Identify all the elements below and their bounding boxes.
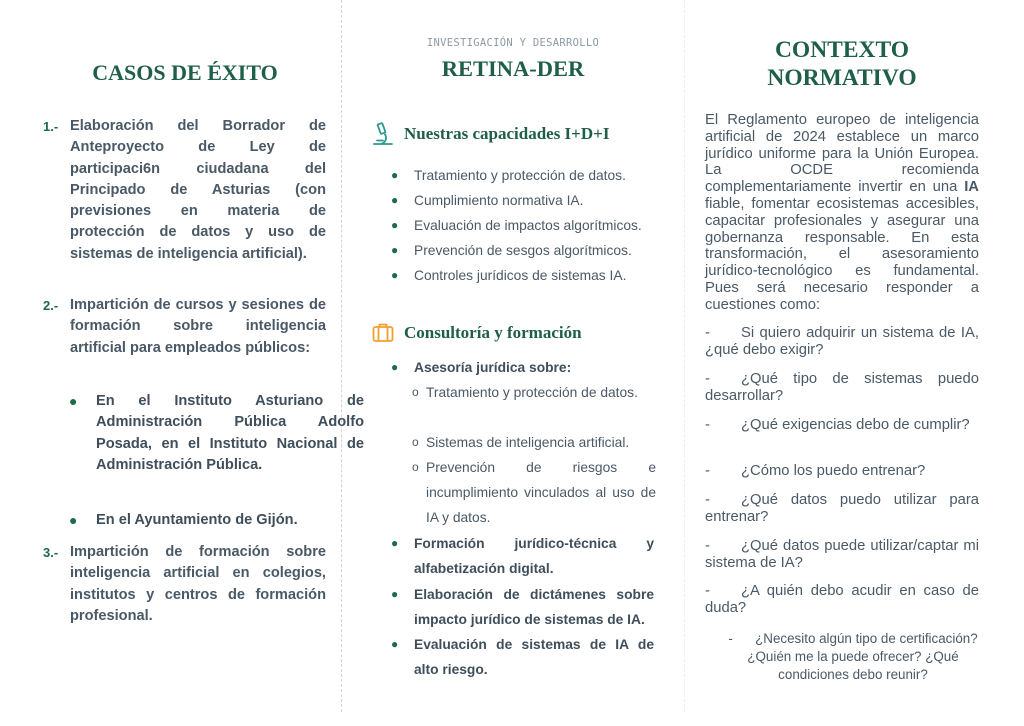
question-item [705, 583, 979, 617]
context-emphasis: IA [964, 179, 979, 196]
dash-bullet: - [705, 583, 710, 599]
question-text: ¿Cómo los puedo entrenar? [741, 463, 926, 479]
consulting-subitem [412, 380, 656, 405]
consulting-item [391, 632, 654, 682]
context-text: fiable, fomentar ecosistemas accesibles, capacitar profesionales y asegurar una gobernanza responsable. En esta transformación, el asesoramiento jurídico-tecnológico es fundamental. Pues será necesario responder a cuestiones como: [705, 195, 979, 313]
bullet-dot: ● [69, 512, 78, 528]
success-cases-panel [40, 0, 364, 726]
dash-bullet: - [705, 325, 710, 341]
capability-text: Tratamiento y protección de datos. [414, 168, 626, 183]
capability-item [391, 268, 627, 283]
case-number: 3.- [43, 545, 59, 560]
case-item [40, 542, 326, 627]
dash-bullet: - [705, 492, 710, 508]
context-text: El Reglamento europeo de inteligencia artificial de 2024 establece un marco jurídico uniforme para la Unión Europea. La OCDE recomienda complementariamente invertir en una [705, 112, 979, 196]
case-text: Impartición de cursos y sesiones de formación sobre inteligencia artificial para empleados públicos: [70, 297, 326, 356]
capability-text: Evaluación de impactos algorítmicos. [414, 218, 642, 233]
case-subitem-text: En el Instituto Asturiano de Administración Pública Adolfo Posada, en el Instituto Nacional de Administración Pública. [96, 393, 364, 473]
bullet-dot: ● [391, 268, 399, 282]
question-item [705, 371, 979, 405]
consulting-subitem-text: Prevención de riesgos e incumplimiento vinculados al uso de IA y datos. [426, 460, 656, 525]
success-cases-title: CASOS DE ÉXITO [92, 60, 278, 85]
case-subitem-text: En el Ayuntamiento de Gijón. [96, 512, 298, 528]
case-number: 2.- [43, 298, 59, 313]
question-item [705, 463, 979, 480]
retina-der-title: RETINA-DER [441, 56, 585, 81]
question-text: Si quiero adquirir un sistema de IA, ¿qué debo exigir? [705, 325, 979, 358]
bullet-dot: ● [391, 587, 399, 601]
question-text: ¿A quién debo acudir en caso de duda? [705, 583, 979, 616]
capabilities-heading-label: Nuestras capacidades I+D+I [404, 124, 610, 143]
briefcase-icon [372, 321, 394, 345]
circle-bullet: o [412, 385, 419, 399]
question-item [705, 325, 979, 359]
case-subitem [69, 391, 364, 476]
case-text: Elaboración del Borrador de Anteproyecto de Ley de participaci6n ciudadana del Principado de Asturias (con previsiones en materia de protección de datos y uso de sistemas de inteligencia artificial). [70, 118, 326, 262]
microscope-icon [372, 122, 394, 146]
consulting-item-text: Formación jurídico-técnica y alfabetización digital. [414, 536, 654, 576]
consulting-heading-label: Consultoría y formación [404, 323, 582, 342]
capabilities-heading [372, 120, 609, 148]
consulting-item-text: Evaluación de sistemas de IA de alto riesgo. [414, 637, 654, 677]
bullet-dot: ● [391, 218, 399, 232]
regulatory-context-panel [700, 0, 984, 726]
case-text: Impartición de formación sobre inteligencia artificial en colegios, institutos y centros de formación profesional. [70, 544, 326, 624]
capability-text: Controles jurídicos de sistemas IA. [414, 268, 627, 283]
capability-text: Cumplimiento normativa IA. [414, 193, 584, 208]
case-number: 1.- [43, 119, 59, 134]
question-text: ¿Qué datos puedo utilizar para entrenar? [705, 492, 979, 525]
capability-item [391, 218, 642, 233]
title-line-1: CONTEXTO [774, 37, 910, 63]
bullet-dot: ● [391, 637, 399, 651]
consulting-item [391, 531, 654, 581]
section-overline: INVESTIGACIÓN Y DESARROLLO [426, 37, 600, 49]
bullet-dot: ● [391, 360, 399, 374]
dash-bullet: - [705, 463, 710, 479]
capability-item [391, 243, 632, 258]
regulatory-context-title [700, 36, 984, 92]
consulting-subitem [412, 430, 656, 455]
question-item [705, 492, 979, 526]
dash-bullet: - [705, 538, 710, 554]
consulting-subitem-text: Tratamiento y protección de datos. [426, 385, 638, 400]
circle-bullet: o [412, 435, 419, 449]
question-text: ¿Qué exigencias debo de cumplir? [741, 417, 970, 433]
consulting-subitem-text: Sistemas de inteligencia artificial. [426, 435, 630, 450]
consulting-item [391, 582, 654, 632]
dash-bullet: - [705, 371, 710, 387]
consulting-item-text: Elaboración de dictámenes sobre impacto jurídico de sistemas de IA. [414, 587, 654, 627]
circle-bullet: o [412, 460, 419, 474]
bullet-dot: ● [391, 168, 399, 182]
question-item-last [720, 630, 986, 684]
capability-item [391, 168, 626, 183]
dash-bullet: - [705, 417, 710, 433]
consulting-lead: Asesoría jurídica sobre: [414, 360, 572, 375]
title-line-2: NORMATIVO [767, 65, 917, 91]
column-divider-right [684, 0, 685, 712]
dash-bullet: - [728, 631, 733, 646]
question-item [705, 417, 979, 434]
case-subitem [69, 510, 364, 531]
bullet-dot: ● [391, 193, 399, 207]
case-item [40, 116, 326, 265]
retina-der-panel [342, 0, 684, 726]
question-text: ¿Necesito algún tipo de certificación? ¿Quién me la puede ofrecer? ¿Qué condiciones debo reunir? [747, 631, 978, 682]
bullet-dot: ● [391, 536, 399, 550]
bullet-dot: ● [69, 393, 78, 409]
question-text: ¿Qué datos puede utilizar/captar mi sistema de IA? [705, 538, 979, 571]
question-text: ¿Qué tipo de sistemas puedo desarrollar? [705, 371, 979, 404]
bullet-dot: ● [391, 243, 399, 257]
question-item [705, 538, 979, 572]
context-paragraph [705, 112, 979, 314]
consulting-heading [372, 319, 582, 347]
capability-text: Prevención de sesgos algorítmicos. [414, 243, 632, 258]
consulting-subitem [412, 455, 656, 530]
case-item [40, 295, 326, 359]
capability-item [391, 193, 584, 208]
consulting-item [391, 355, 654, 380]
